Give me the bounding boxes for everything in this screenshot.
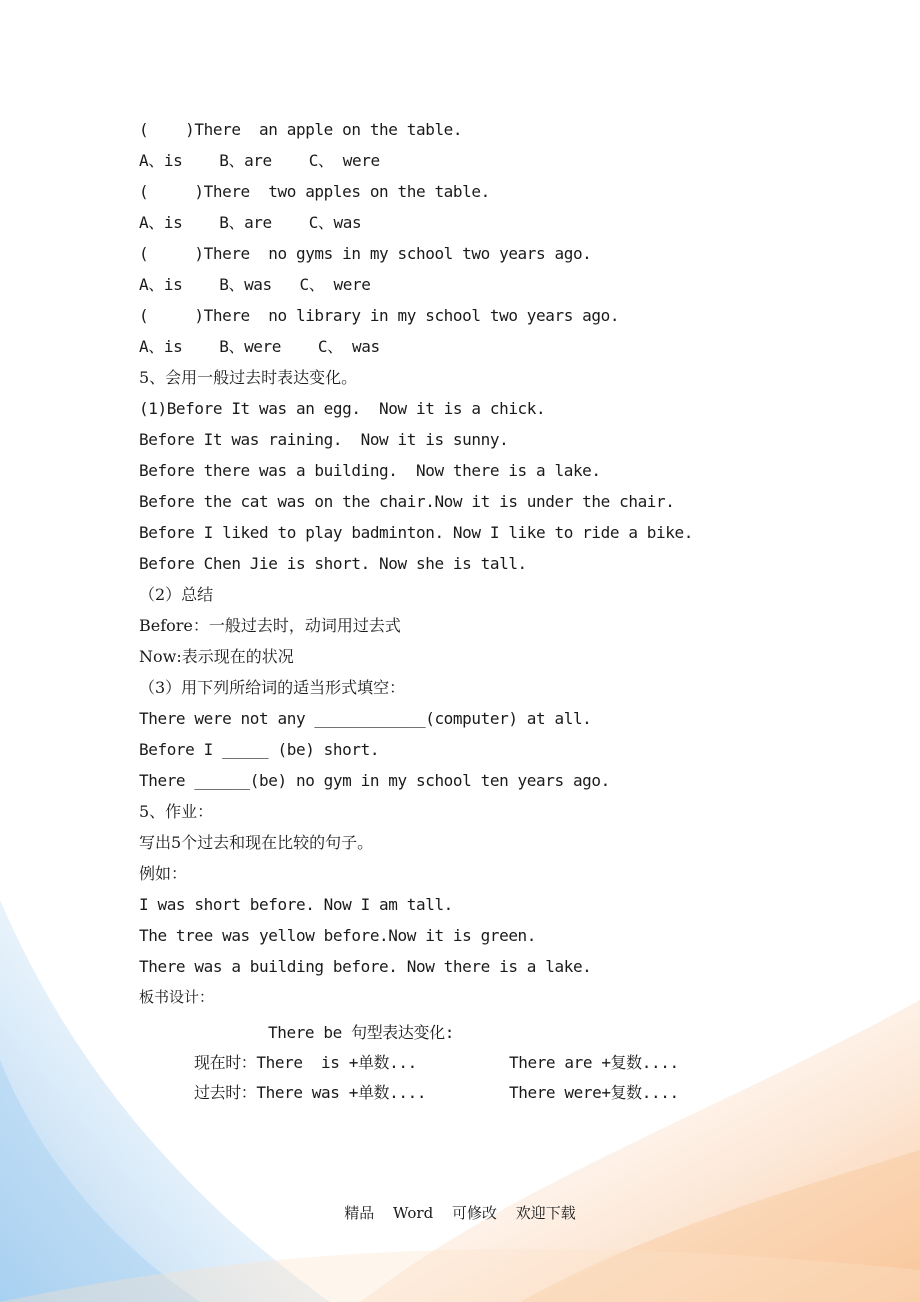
footer-text: 精品 [344, 1204, 375, 1222]
fill-in-item: There were not any ____________(computer) at all. [139, 709, 592, 728]
question-3: ( )There no gyms in my school two years ago. [139, 244, 592, 263]
example-label: 例如： [139, 864, 188, 883]
question-4-options: A、is B、were C、 was [139, 337, 380, 356]
footer-text: 欢迎下载 [515, 1204, 576, 1222]
board-past-singular: 过去时：There was +单数.... [194, 1083, 427, 1102]
board-past-plural: There were+复数.... [509, 1083, 679, 1102]
example-sentence: Before It was raining. Now it is sunny. [139, 430, 509, 449]
fill-in-item: There ______(be) no gym in my school ten years ago. [139, 771, 610, 790]
board-present-singular: 现在时：There is +单数... [194, 1053, 417, 1072]
document-body [139, 114, 839, 1102]
homework-example: The tree was yellow before.Now it is green. [139, 926, 537, 945]
example-sentence: Before there was a building. Now there is a lake. [139, 461, 601, 480]
summary-now: Now:表示现在的状况 [139, 647, 294, 666]
board-present-plural: There are +复数.... [509, 1053, 679, 1072]
fill-in-heading: （3）用下列所给词的适当形式填空： [139, 678, 406, 697]
question-3-options: A、is B、was C、 were [139, 275, 371, 294]
example-sentence: (1)Before It was an egg. Now it is a chick. [139, 399, 546, 418]
footer-text: 可修改 [451, 1204, 497, 1222]
summary-heading: （2）总结 [139, 585, 214, 604]
homework-instruction: 写出5个过去和现在比较的句子。 [139, 833, 374, 852]
footer-text: Word [393, 1204, 434, 1222]
board-design-heading: 板书设计： [139, 988, 215, 1006]
question-1-options: A、is B、are C、 were [139, 151, 380, 170]
homework-example: There was a building before. Now there is a lake. [139, 957, 592, 976]
homework-example: I was short before. Now I am tall. [139, 895, 453, 914]
question-2-options: A、is B、are C、was [139, 213, 362, 232]
page-footer [0, 1202, 920, 1223]
summary-before: Before：一般过去时，动词用过去式 [139, 616, 401, 635]
question-4: ( )There no library in my school two years ago. [139, 306, 620, 325]
question-2: ( )There two apples on the table. [139, 182, 490, 201]
question-1: ( )There an apple on the table. [139, 120, 463, 139]
example-sentence: Before I liked to play badminton. Now I like to ride a bike. [139, 523, 693, 542]
fill-in-item: Before I _____ (be) short. [139, 740, 380, 759]
homework-heading: 5、作业： [139, 802, 214, 821]
example-sentence: Before the cat was on the chair.Now it is under the chair. [139, 492, 675, 511]
board-title: There be 句型表达变化: [268, 1023, 454, 1042]
section-heading-past-tense: 5、会用一般过去时表达变化。 [139, 368, 358, 387]
example-sentence: Before Chen Jie is short. Now she is tall. [139, 554, 527, 573]
